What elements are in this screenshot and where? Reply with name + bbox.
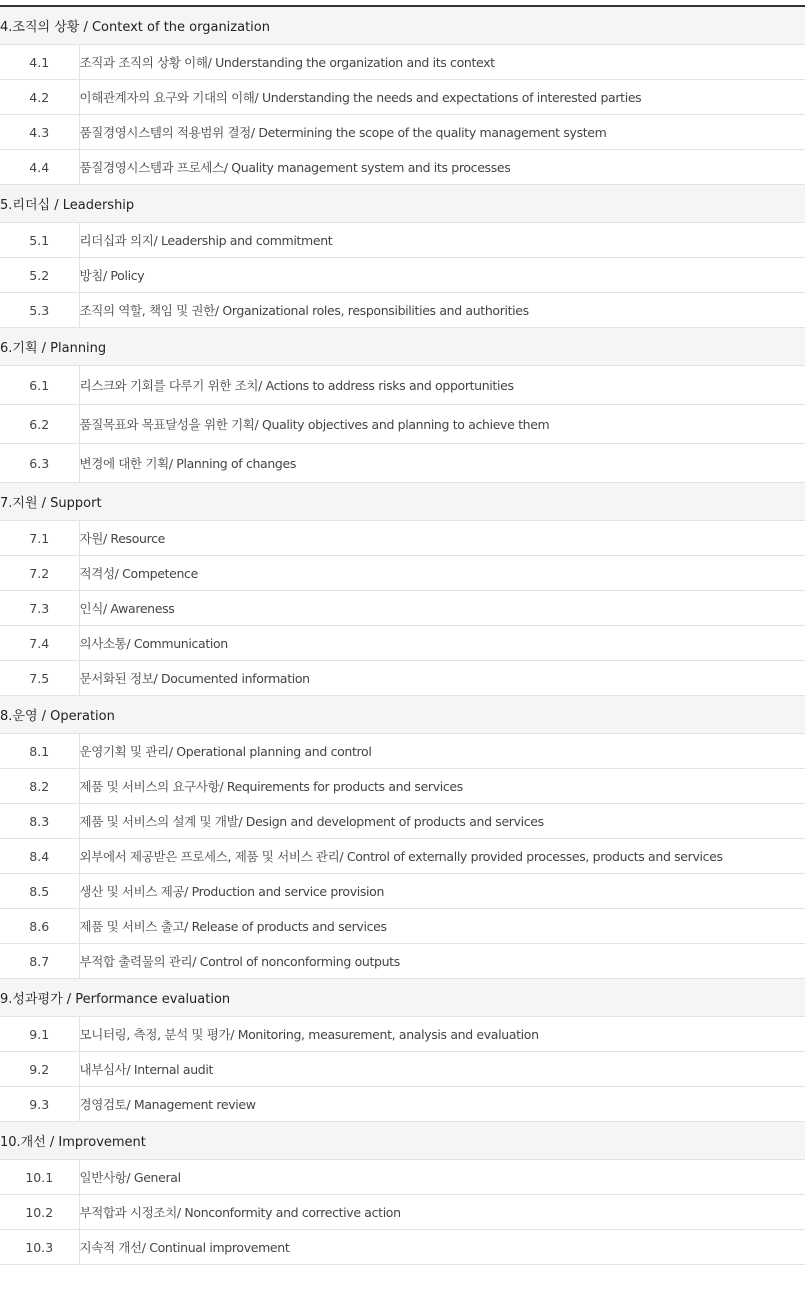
clause-number: 8.5 [0, 874, 79, 909]
table-row [0, 366, 805, 405]
clause-title: 제품 및 서비스의 요구사항/ Requirements for products and services [79, 769, 805, 804]
table-row [0, 944, 805, 979]
section-header-row [0, 328, 805, 366]
table-row [0, 1052, 805, 1087]
clause-number: 8.2 [0, 769, 79, 804]
clause-title: 경영검토/ Management review [79, 1087, 805, 1122]
clause-number: 4.1 [0, 45, 79, 80]
table-row [0, 734, 805, 769]
clause-title: 내부심사/ Internal audit [79, 1052, 805, 1087]
clause-number: 5.2 [0, 258, 79, 293]
clause-number: 7.5 [0, 661, 79, 696]
section-title: 7.지원 / Support [0, 483, 805, 521]
section-header-row [0, 6, 805, 45]
table-row [0, 591, 805, 626]
clause-title: 제품 및 서비스 출고/ Release of products and services [79, 909, 805, 944]
clause-title: 품질목표와 목표달성을 위한 기획/ Quality objectives and planning to achieve them [79, 405, 805, 444]
clause-title: 지속적 개선/ Continual improvement [79, 1230, 805, 1265]
clause-title: 문서화된 정보/ Documented information [79, 661, 805, 696]
clause-number: 8.6 [0, 909, 79, 944]
clause-title: 품질경영시스템과 프로세스/ Quality management system and its processes [79, 150, 805, 185]
section-title: 5.리더십 / Leadership [0, 185, 805, 223]
table-row [0, 1017, 805, 1052]
section-header-row [0, 483, 805, 521]
clause-number: 8.4 [0, 839, 79, 874]
clause-title: 조직과 조직의 상황 이해/ Understanding the organization and its context [79, 45, 805, 80]
clause-title: 리더십과 의지/ Leadership and commitment [79, 223, 805, 258]
section-title: 6.기획 / Planning [0, 328, 805, 366]
clause-number: 5.1 [0, 223, 79, 258]
table-row [0, 769, 805, 804]
clause-title: 리스크와 기회를 다루기 위한 조치/ Actions to address risks and opportunities [79, 366, 805, 405]
clause-table-body [0, 6, 805, 1265]
table-row [0, 1230, 805, 1265]
section-header-row [0, 1122, 805, 1160]
clause-number: 6.2 [0, 405, 79, 444]
clause-number: 9.1 [0, 1017, 79, 1052]
table-row [0, 293, 805, 328]
clause-title: 조직의 역할, 책임 및 권한/ Organizational roles, responsibilities and authorities [79, 293, 805, 328]
clause-number: 6.1 [0, 366, 79, 405]
clause-number: 7.2 [0, 556, 79, 591]
table-row [0, 661, 805, 696]
clause-title: 인식/ Awareness [79, 591, 805, 626]
section-title: 4.조직의 상황 / Context of the organization [0, 6, 805, 45]
table-row [0, 223, 805, 258]
clause-title: 일반사항/ General [79, 1160, 805, 1195]
section-header-row [0, 696, 805, 734]
clause-title: 모니터링, 측정, 분석 및 평가/ Monitoring, measurement, analysis and evaluation [79, 1017, 805, 1052]
clause-title: 외부에서 제공받은 프로세스, 제품 및 서비스 관리/ Control of externally provided processes, products and services [79, 839, 805, 874]
clause-title: 부적합과 시정조치/ Nonconformity and corrective action [79, 1195, 805, 1230]
section-header-row [0, 185, 805, 223]
table-row [0, 150, 805, 185]
clause-title: 운영기획 및 관리/ Operational planning and control [79, 734, 805, 769]
section-title: 10.개선 / Improvement [0, 1122, 805, 1160]
clause-number: 10.3 [0, 1230, 79, 1265]
table-row [0, 521, 805, 556]
clause-number: 7.3 [0, 591, 79, 626]
table-row [0, 1195, 805, 1230]
table-row [0, 556, 805, 591]
clause-number: 10.1 [0, 1160, 79, 1195]
table-row [0, 45, 805, 80]
clause-number: 7.1 [0, 521, 79, 556]
table-row [0, 258, 805, 293]
clause-number: 9.2 [0, 1052, 79, 1087]
clause-title: 적격성/ Competence [79, 556, 805, 591]
section-header-row [0, 979, 805, 1017]
clause-number: 10.2 [0, 1195, 79, 1230]
clause-title: 이해관계자의 요구와 기대의 이해/ Understanding the needs and expectations of interested parties [79, 80, 805, 115]
clause-title: 의사소통/ Communication [79, 626, 805, 661]
clause-number: 6.3 [0, 444, 79, 483]
section-title: 9.성과평가 / Performance evaluation [0, 979, 805, 1017]
clause-title: 생산 및 서비스 제공/ Production and service provision [79, 874, 805, 909]
clause-title: 방침/ Policy [79, 258, 805, 293]
table-row [0, 115, 805, 150]
table-row [0, 874, 805, 909]
clause-number: 9.3 [0, 1087, 79, 1122]
table-row [0, 909, 805, 944]
clause-number: 4.3 [0, 115, 79, 150]
table-row [0, 839, 805, 874]
clause-number: 8.1 [0, 734, 79, 769]
clause-title: 품질경영시스템의 적용범위 결정/ Determining the scope of the quality management system [79, 115, 805, 150]
clause-title: 제품 및 서비스의 설계 및 개발/ Design and development of products and services [79, 804, 805, 839]
clause-title: 자원/ Resource [79, 521, 805, 556]
table-row [0, 405, 805, 444]
table-row [0, 1160, 805, 1195]
table-row [0, 804, 805, 839]
table-row [0, 1087, 805, 1122]
clause-title: 변경에 대한 기획/ Planning of changes [79, 444, 805, 483]
clause-number: 8.7 [0, 944, 79, 979]
clause-title: 부적합 출력물의 관리/ Control of nonconforming outputs [79, 944, 805, 979]
clause-number: 5.3 [0, 293, 79, 328]
table-row [0, 80, 805, 115]
clause-number: 8.3 [0, 804, 79, 839]
clause-number: 7.4 [0, 626, 79, 661]
table-row [0, 444, 805, 483]
clause-number: 4.2 [0, 80, 79, 115]
clause-number: 4.4 [0, 150, 79, 185]
table-row [0, 626, 805, 661]
clause-table [0, 5, 805, 1265]
section-title: 8.운영 / Operation [0, 696, 805, 734]
